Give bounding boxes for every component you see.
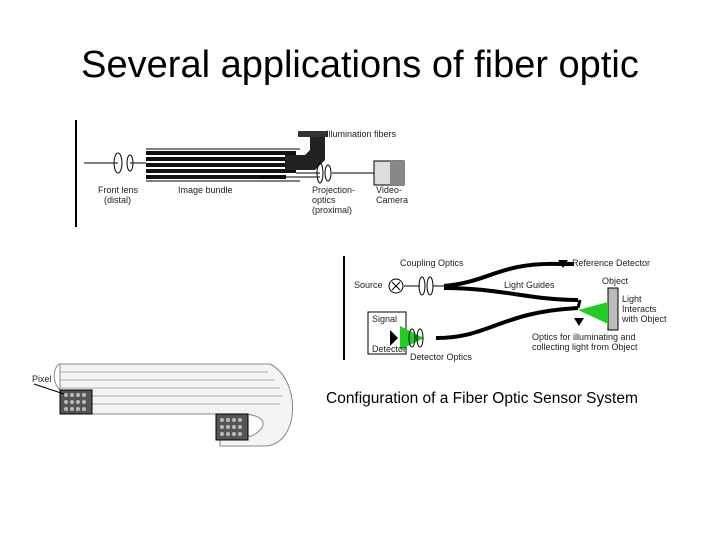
green-interaction bbox=[578, 302, 608, 324]
label-projection-2: optics bbox=[312, 195, 336, 205]
label-coupling-optics: Coupling Optics bbox=[400, 258, 464, 268]
label-signal: Signal bbox=[372, 314, 398, 324]
label-detector: Detector bbox=[372, 344, 407, 354]
label-front-lens: Front lens bbox=[98, 185, 139, 195]
label-detector-optics: Detector Optics bbox=[410, 352, 473, 362]
image-bundle-fibers bbox=[146, 149, 301, 181]
label-projection-1: Projection- bbox=[312, 185, 356, 195]
label-optics-1: Optics for illuminating and bbox=[532, 332, 636, 342]
label-image-bundle: Image bundle bbox=[178, 185, 233, 195]
slide-title: Several applications of fiber optic bbox=[81, 44, 639, 86]
label-video-1: Video- bbox=[376, 185, 402, 195]
object-shape bbox=[608, 288, 618, 330]
fiber-bundle-diagram bbox=[30, 350, 310, 455]
endoscope-diagram bbox=[70, 115, 430, 235]
label-optics-2: collecting light from Object bbox=[532, 342, 638, 352]
label-object: Object bbox=[602, 276, 629, 286]
label-light-guides: Light Guides bbox=[504, 280, 555, 290]
label-illumination-fibers: Illumination fibers bbox=[326, 129, 397, 139]
label-pixel: Pixel bbox=[32, 374, 52, 384]
label-source: Source bbox=[354, 280, 383, 290]
label-light-1: Light bbox=[622, 294, 642, 304]
label-reference-detector: Reference Detector bbox=[572, 258, 651, 268]
label-light-2: Interacts bbox=[622, 304, 657, 314]
label-light-3: with Object bbox=[622, 314, 667, 324]
label-distal: (distal) bbox=[104, 195, 132, 205]
sensor-system-diagram bbox=[340, 252, 680, 364]
sensor-caption: Configuration of a Fiber Optic Sensor System bbox=[326, 390, 638, 407]
label-video-2: Camera bbox=[376, 195, 409, 205]
label-projection-3: (proximal) bbox=[312, 205, 353, 215]
